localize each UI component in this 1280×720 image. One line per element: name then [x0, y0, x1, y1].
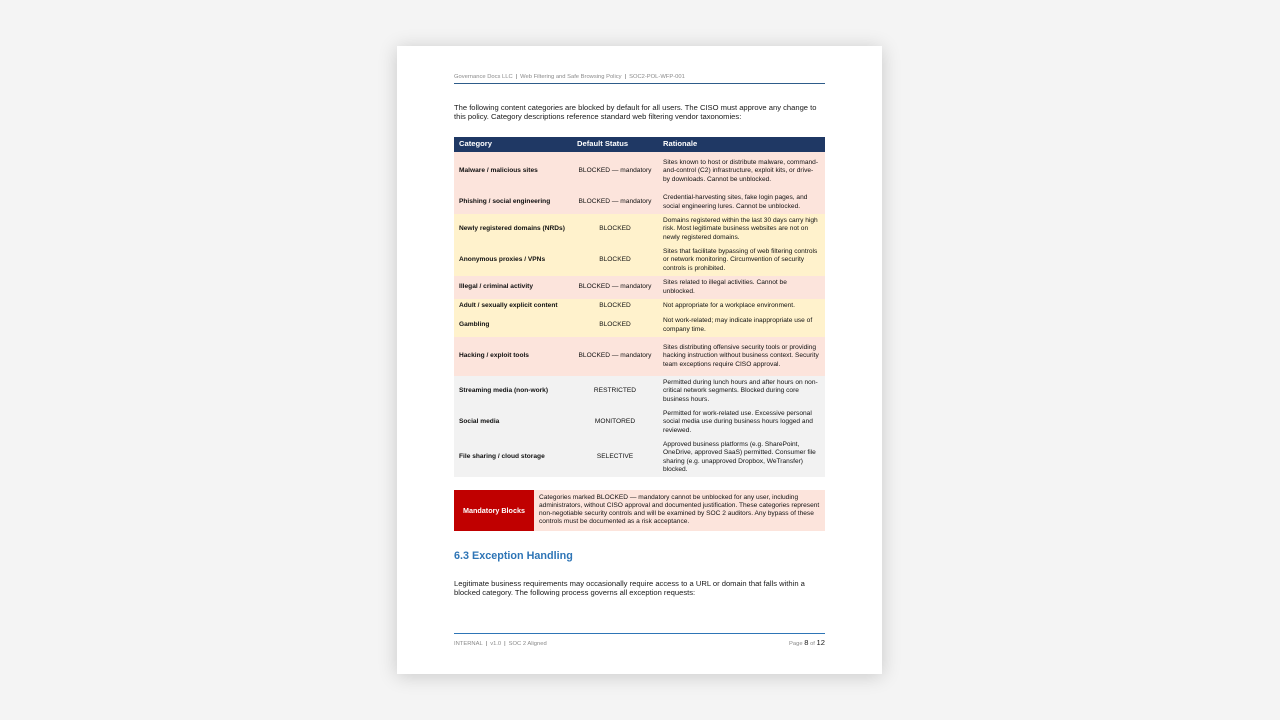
- rationale-cell: Not work-related; may indicate inappropriate use of company time.: [658, 314, 825, 337]
- table-row: [454, 314, 825, 337]
- header-separator: |: [624, 74, 627, 80]
- rationale-cell: Permitted for work-related use. Excessive personal social media use during business hours logged and reviewed.: [658, 407, 825, 438]
- rationale-cell: Sites distributing offensive security tools or providing hacking instruction without business context. Security team exceptions require CISO approval.: [658, 337, 825, 376]
- status-cell: BLOCKED: [572, 299, 658, 314]
- table-header-row: [454, 137, 825, 152]
- header-policy-title: Web Filtering and Safe Browsing Policy: [520, 74, 622, 80]
- rationale-cell: Sites that facilitate bypassing of web filtering controls or network monitoring. Circumvention of security controls is prohibited.: [658, 245, 825, 276]
- section-paragraph: Legitimate business requirements may occasionally require access to a URL or domain that falls within a blocked category. The following process governs all exception requests:: [454, 579, 805, 598]
- footer-classification: INTERNAL: [454, 641, 483, 647]
- footer-left: [454, 641, 547, 647]
- column-header-status: Default Status: [572, 137, 658, 152]
- category-cell: Anonymous proxies / VPNs: [454, 245, 572, 276]
- table-row: [454, 438, 825, 477]
- status-cell: BLOCKED — mandatory: [572, 337, 658, 376]
- category-cell: Newly registered domains (NRDs): [454, 214, 572, 245]
- footer-standard: SOC 2 Aligned: [508, 641, 547, 647]
- status-cell: BLOCKED: [572, 245, 658, 276]
- table-row: [454, 299, 825, 314]
- category-table: [454, 137, 825, 477]
- category-cell: File sharing / cloud storage: [454, 438, 572, 477]
- category-cell: Illegal / criminal activity: [454, 276, 572, 299]
- footer-version: v1.0: [490, 641, 502, 647]
- callout-label: Mandatory Blocks: [454, 490, 534, 531]
- table-row: [454, 276, 825, 299]
- rationale-cell: Approved business platforms (e.g. SharePoint, OneDrive, approved SaaS) permitted. Consumer file sharing (e.g. unapproved Dropbox, WeTransfer) blocked.: [658, 438, 825, 477]
- category-cell: Hacking / exploit tools: [454, 337, 572, 376]
- page-number: [789, 638, 825, 647]
- rationale-cell: Permitted during lunch hours and after hours on non-critical network segments. Blocked during core business hours.: [658, 376, 825, 407]
- column-header-category: Category: [454, 137, 572, 152]
- table-row: [454, 152, 825, 191]
- status-cell: BLOCKED — mandatory: [572, 191, 658, 214]
- page-header: [454, 74, 825, 84]
- rationale-cell: Credential-harvesting sites, fake login pages, and social engineering lures. Cannot be unblocked.: [658, 191, 825, 214]
- category-cell: Adult / sexually explicit content: [454, 299, 572, 314]
- footer-separator: |: [504, 641, 506, 647]
- page-word: Page: [789, 641, 803, 647]
- category-cell: Phishing / social engineering: [454, 191, 572, 214]
- category-cell: Social media: [454, 407, 572, 438]
- rationale-cell: Sites related to illegal activities. Cannot be unblocked.: [658, 276, 825, 299]
- of-word: of: [810, 641, 815, 647]
- header-company: Governance Docs LLC: [454, 74, 513, 80]
- table-row: [454, 337, 825, 376]
- status-cell: BLOCKED — mandatory: [572, 152, 658, 191]
- mandatory-blocks-callout: [454, 490, 825, 531]
- section-heading: 6.3 Exception Handling: [454, 550, 573, 562]
- status-cell: SELECTIVE: [572, 438, 658, 477]
- rationale-cell: Not appropriate for a workplace environment.: [658, 299, 825, 314]
- table-row: [454, 407, 825, 438]
- rationale-cell: Domains registered within the last 30 days carry high risk. Most legitimate business websites are not on newly registered domains.: [658, 214, 825, 245]
- column-header-rationale: Rationale: [658, 137, 825, 152]
- category-cell: Streaming media (non-work): [454, 376, 572, 407]
- table-row: [454, 376, 825, 407]
- document-page: [397, 46, 882, 674]
- table-row: [454, 191, 825, 214]
- header-separator: |: [515, 74, 518, 80]
- status-cell: BLOCKED: [572, 314, 658, 337]
- status-cell: BLOCKED — mandatory: [572, 276, 658, 299]
- table-row: [454, 245, 825, 276]
- status-cell: RESTRICTED: [572, 376, 658, 407]
- current-page: 8: [804, 638, 809, 647]
- table-row: [454, 214, 825, 245]
- footer-separator: |: [485, 641, 488, 647]
- category-cell: Gambling: [454, 314, 572, 337]
- rationale-cell: Sites known to host or distribute malware, command-and-control (C2) infrastructure, exploit kits, or drive-by downloads. Cannot be unblocked.: [658, 152, 825, 191]
- page-footer: [454, 633, 825, 647]
- category-cell: Malware / malicious sites: [454, 152, 572, 191]
- header-doc-id: SOC2-POL-WFP-001: [629, 74, 685, 80]
- status-cell: BLOCKED: [572, 214, 658, 245]
- intro-paragraph: The following content categories are blocked by default for all users. The CISO must approve any change to this policy. Category descriptions reference standard web filtering vendor taxonomies:: [454, 103, 817, 122]
- status-cell: MONITORED: [572, 407, 658, 438]
- total-pages: 12: [816, 638, 825, 647]
- callout-text: Categories marked BLOCKED — mandatory cannot be unblocked for any user, including administrators, without CISO approval and documented justification. These categories represent non-negotiable security controls and will be examined by SOC 2 auditors. Any bypass of these controls must be documented as a risk acceptance.: [534, 490, 825, 531]
